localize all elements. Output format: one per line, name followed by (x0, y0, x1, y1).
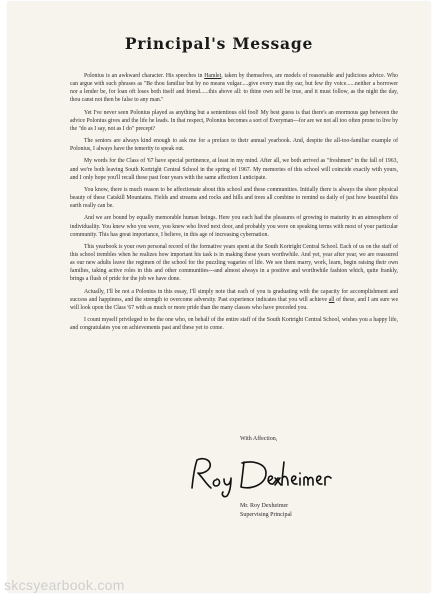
underlined-word: all (328, 296, 335, 303)
message-body (70, 72, 398, 336)
signer-name: Mr. Roy Dexheimer (240, 503, 289, 509)
signer-title: Supervising Principal (240, 512, 292, 518)
message-paragraph: My words for the Class of '67 have special pertinence, at least in my mind. After all, we both arrived as "freshmen" in the fall of 1963, and we're both leaving South Kortright Central School in the spring of 1967. My memories of this school will coincide exactly with yours, and I only hope you'll recall these past four years with the same affection I anticipate. (70, 158, 398, 181)
page-title: Principal's Message (124, 34, 314, 53)
message-paragraph: Actually, I'll be not a Polonius in this essay, I'll simply note that each of you is graduating with the capacity for accomplishment and success and happiness, and the strength to overcome adversity. Past experience indicates that you will achieve all of these, and I am sure we will look upon the Class '67 with as much or more pride than the many classes who have preceded you. (70, 288, 398, 311)
message-paragraph: This yearbook is your own personal record of the formative years spent at the South Kortright Central School. Each of us on the staff of this school trembles when he realizes how important his task is in making these years worthwhile. And yet, year after year, we are reassured as our new adults leave the regimen of the school for the puzzling vagaries of life. We see them marry, work, learn, begin raising their own families, taking active roles in this and other communities---and almost always in a positive and worthwhile fashion which, quite frankly, brings a flush of pride for the job we have done. (70, 243, 398, 283)
message-paragraph: You know, there is much reason to be affectionate about this school and these communities. Initially there is always the sheer physical beauty of these Catskill Mountains. Fields and streams and rocks and hills and trees all combine to remind us daily of just how beautiful this earth really can be. (70, 186, 398, 210)
message-paragraph: Yet I've never seen Polonius played as anything but a sententious old fool! My best guess is that there's an enormous gap between the advice Polonius gives and the life he leads. In that respect, Polonius becomes a sort of Everyman---for are we not all too often prone to live by the "do as I say, not as I do" precept? (70, 109, 398, 132)
message-paragraph: Polonius is an awkward character. His speeches in Hamlet, taken by themselves, are models of reasonable and judicious advice. Who can argue with such phrases as "Be thou familiar but by no means vulgar.....give every man thy ear, but few thy voice......neither a borrower nor a lender be, for loan oft loses both itself and friend......this above all: to thine own self be true, and it must follow, as the night the day, thou canst not then be false to any man." (70, 73, 399, 104)
message-paragraph: The seniors are always kind enough to ask me for a preface to their annual yearbook. And, despite the all-too-familiar example of Polonius, I always have the temerity to speak out. (70, 138, 398, 153)
message-paragraph: And we are bound by equally memorable human beings. Here you each had the pleasures of growing to maturity in an atmosphere of individuality. You knew who you were, you knew who lived next door, and probably you were on speaking terms with most of your particular community. This has great importance, I believe, in this age of increasing cybernation. (70, 215, 398, 238)
site-watermark: skcsyearbook.com (4, 577, 125, 593)
closing-line: With Affection, (240, 436, 278, 442)
signer-block (240, 502, 292, 520)
signature-image (186, 454, 336, 503)
underlined-word: Hamlet (204, 73, 222, 79)
message-paragraph: I count myself privileged to be the one who, on behalf of the entire staff of the South Kortright Central School, wishes you a happy life, and congratulates you on achievements past and these yet to come. (70, 317, 398, 332)
yearbook-page (8, 2, 430, 592)
